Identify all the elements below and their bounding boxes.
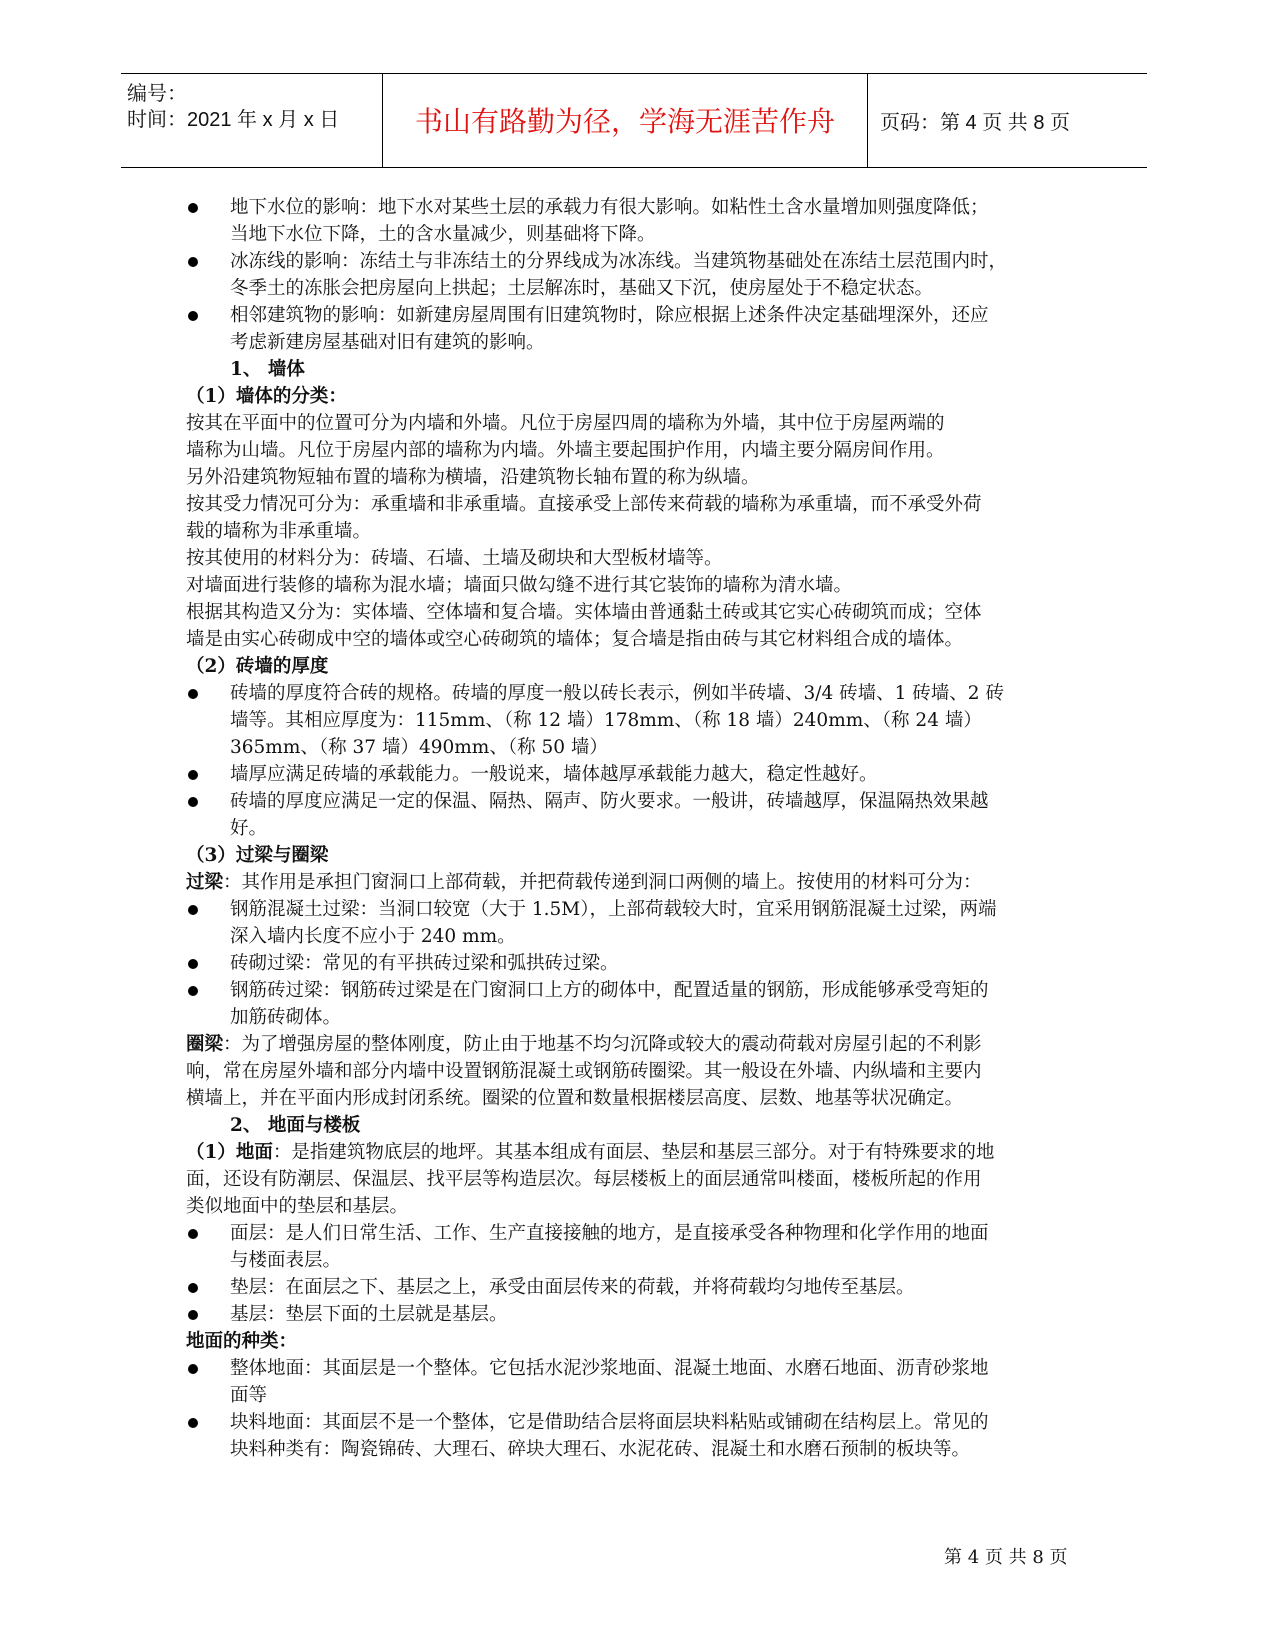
bullet-icon: [188, 1418, 198, 1428]
paragraph-line: 载的墙称为非承重墙。: [186, 521, 372, 542]
list-item-line: 与楼面表层。: [230, 1250, 342, 1271]
floor-line-1: [186, 1139, 1088, 1166]
ring-beam-line-1: [186, 1031, 1088, 1058]
list-item-line: 考虑新建房屋基础对旧有建筑的影响。: [230, 332, 545, 353]
bullet-icon: [188, 797, 198, 807]
list-item-line: 面层：是人们日常生活、工作、生产直接接触的地方，是直接承受各种物理和化学作用的地面: [230, 1223, 989, 1244]
subheading-wall-classification: （1）墙体的分类：: [186, 386, 347, 407]
bullet-icon: [188, 905, 198, 915]
list-item: [186, 1220, 1088, 1274]
list-item: [186, 788, 1088, 842]
list-item: [186, 680, 1088, 761]
bullet-list-floor-types: [186, 1355, 1088, 1463]
section-heading-walls: 1、 墙体: [230, 359, 305, 380]
list-item-line: 墙等。其相应厚度为：115mm、（称 12 墙）178mm、（称 18 墙）240mm、（称 24 墙）: [230, 710, 982, 731]
paragraph-line: 另外沿建筑物短轴布置的墙称为横墙，沿建筑物长轴布置的称为纵墙。: [186, 467, 760, 488]
list-item: [186, 1301, 1088, 1328]
paragraph-line: 根据其构造又分为：实体墙、空体墙和复合墙。实体墙由普通黏土砖或其它实心砖砌筑而成；空体: [186, 602, 982, 623]
list-item-line: 当地下水位下降，土的含水量减少，则基础将下降。: [230, 224, 656, 245]
bullet-icon: [188, 689, 198, 699]
bullet-icon: [188, 986, 198, 996]
list-item-line: 垫层：在面层之下、基层之上，承受由面层传来的荷载，并将荷载均匀地传至基层。: [230, 1277, 915, 1298]
bullet-icon: [188, 1364, 198, 1374]
subheading-brick-thickness: （2）砖墙的厚度: [186, 656, 329, 677]
lintel-text: ：其作用是承担门窗洞口上部荷载，并把荷载传递到洞口两侧的墙上。按使用的材料可分为：: [223, 872, 982, 893]
floor-line-2: 面，还设有防潮层、保温层、找平层等构造层次。每层楼板上的面层通常叫楼面，楼板所起的作用: [186, 1169, 982, 1190]
paragraph-line: 按其使用的材料分为：砖墙、石墙、土墙及砌块和大型板材墙等。: [186, 548, 723, 569]
list-item-line: 块料地面：其面层不是一个整体，它是借助结合层将面层块料粘贴或铺砌在结构层上。常见的: [230, 1412, 989, 1433]
document-body: [186, 194, 1088, 1463]
list-item-line: 面等: [230, 1385, 268, 1406]
bullet-icon: [188, 257, 198, 267]
paragraph-line: 对墙面进行装修的墙称为混水墙；墙面只做勾缝不进行其它装饰的墙称为清水墙。: [186, 575, 853, 596]
time-label: 时间：2021 年 x 月 x 日: [127, 109, 340, 131]
list-item-line: 深入墙内长度不应小于 240 mm。: [230, 926, 516, 947]
list-item: [186, 302, 1088, 356]
bullet-icon: [188, 1229, 198, 1239]
bullet-icon: [188, 203, 198, 213]
list-item-line: 冰冻线的影响：冻结土与非冻结土的分界线成为冰冻线。当建筑物基础处在冻结土层范围内时，: [230, 251, 1008, 272]
number-label: 编号：: [127, 83, 187, 105]
paragraph-line: 按其在平面中的位置可分为内墙和外墙。凡位于房屋四周的墙称为外墙，其中位于房屋两端的: [186, 413, 945, 434]
list-item-line: 冬季土的冻胀会把房屋向上拱起；土层解冻时，基础又下沉，使房屋处于不稳定状态。: [230, 278, 934, 299]
header-left-cell: [121, 74, 383, 167]
floor-line-3: 类似地面中的垫层和基层。: [186, 1196, 409, 1217]
ring-text-1: ：为了增强房屋的整体刚度，防止由于地基不均匀沉降或较大的震动荷载对房屋引起的不利影: [223, 1034, 982, 1055]
ring-beam-line-2: 响，常在房屋外墙和部分内墙中设置钢筋混凝土或钢筋砖圈梁。其一般设在外墙、内纵墙和主要内: [186, 1061, 982, 1082]
list-item: [186, 194, 1088, 248]
paragraph-line: 墙称为山墙。凡位于房屋内部的墙称为内墙。外墙主要起围护作用，内墙主要分隔房间作用。: [186, 440, 945, 461]
list-item-line: 地下水位的影响：地下水对某些土层的承载力有很大影响。如粘性土含水量增加则强度降低；: [230, 197, 989, 218]
page-header: [121, 73, 1147, 168]
list-item-line: 相邻建筑物的影响：如新建房屋周围有旧建筑物时，除应根据上述条件决定基础埋深外，还应: [230, 305, 989, 326]
subheading-floor-types: 地面的种类：: [186, 1331, 298, 1352]
list-item: [186, 1355, 1088, 1409]
subheading-lintel-ringbeam: （3）过梁与圈梁: [186, 845, 329, 866]
list-item: [186, 761, 1088, 788]
page-footer: 第 4 页 共 8 页: [944, 1547, 1068, 1568]
list-item: [186, 1409, 1088, 1463]
list-item-line: 砖砌过梁：常见的有平拱砖过梁和弧拱砖过梁。: [230, 953, 619, 974]
list-item-line: 墙厚应满足砖墙的承载能力。一般说来，墙体越厚承载能力越大，稳定性越好。: [230, 764, 878, 785]
lintel-paragraph: [186, 869, 1088, 896]
list-item-line: 块料种类有：陶瓷锦砖、大理石、碎块大理石、水泥花砖、混凝土和水磨石预制的板块等。: [230, 1439, 971, 1460]
ring-label: 圈梁: [186, 1034, 224, 1055]
list-item-line: 好。: [230, 818, 268, 839]
floor-text-1: ：是指建筑物底层的地坪。其基本组成有面层、垫层和基层三部分。对于有特殊要求的地: [272, 1142, 995, 1163]
list-item-line: 钢筋混凝土过梁：当洞口较宽（大于 1.5M），上部荷载较大时，宜采用钢筋混凝土过梁，两端: [230, 899, 997, 920]
header-center-cell: [383, 74, 868, 167]
list-item: [186, 950, 1088, 977]
paragraph-line: 墙是由实心砖砌成中空的墙体或空心砖砌筑的墙体；复合墙是指由砖与其它材料组合成的墙体。: [186, 629, 964, 650]
list-item-line: 砖墙的厚度符合砖的规格。砖墙的厚度一般以砖长表示，例如半砖墙、3/4 砖墙、1 砖墙、2 砖: [230, 683, 1004, 704]
list-item: [186, 896, 1088, 950]
list-item-line: 加筋砖砌体。: [230, 1007, 342, 1028]
list-item: [186, 248, 1088, 302]
ring-beam-line-3: 横墙上，并在平面内形成封闭系统。圈梁的位置和数量根据楼层高度、层数、地基等状况确定。: [186, 1088, 964, 1109]
bullet-icon: [188, 959, 198, 969]
list-item-line: 砖墙的厚度应满足一定的保温、隔热、隔声、防火要求。一般讲，砖墙越厚，保温隔热效果越: [230, 791, 989, 812]
list-item: [186, 977, 1088, 1031]
bullet-icon: [188, 311, 198, 321]
list-item-line: 基层：垫层下面的土层就是基层。: [230, 1304, 508, 1325]
list-item-line: 365mm、（称 37 墙）490mm、（称 50 墙）: [230, 737, 608, 758]
bullet-list-top: [186, 194, 1088, 356]
section-heading-floors: 2、 地面与楼板: [230, 1115, 361, 1136]
bullet-icon: [188, 1283, 198, 1293]
header-right-cell: [868, 74, 1147, 167]
paragraph-wall-classification: [186, 410, 1088, 653]
paragraph-line: 按其受力情况可分为：承重墙和非承重墙。直接承受上部传来荷载的墙称为承重墙，而不承受外荷: [186, 494, 982, 515]
bullet-icon: [188, 770, 198, 780]
list-item-line: 钢筋砖过梁：钢筋砖过梁是在门窗洞口上方的砌体中，配置适量的钢筋，形成能够承受弯矩的: [230, 980, 989, 1001]
bullet-list-thickness: [186, 680, 1088, 842]
lintel-label: 过梁: [186, 872, 224, 893]
bullet-list-lintel: [186, 896, 1088, 1031]
floor-label: （1）地面: [186, 1142, 273, 1163]
list-item: [186, 1274, 1088, 1301]
list-item-line: 整体地面：其面层是一个整体。它包括水泥沙浆地面、混凝土地面、水磨石地面、沥青砂浆地: [230, 1358, 989, 1379]
bullet-icon: [188, 1310, 198, 1320]
motto: 书山有路勤为径，学海无涯苦作舟: [414, 105, 835, 138]
bullet-list-floor-layers: [186, 1220, 1088, 1328]
page-label: 页码：第 4 页 共 8 页: [880, 112, 1071, 134]
